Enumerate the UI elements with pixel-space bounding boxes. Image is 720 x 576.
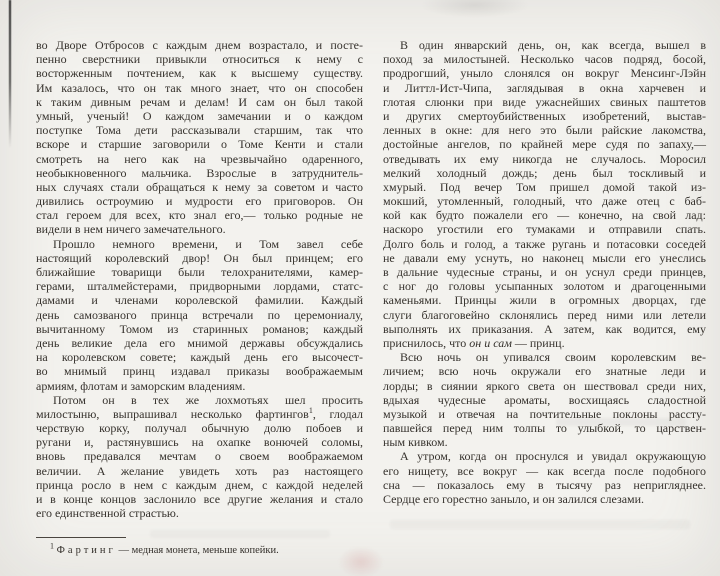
text-line: герами, шталмейстерами, придворными лордами, статс- bbox=[36, 279, 363, 294]
footnote-marker: 1 bbox=[308, 405, 313, 415]
text-line: лорды; в сиянии яркого света он шествовал среди них, bbox=[383, 378, 706, 393]
text-line: стал героем для всех, кто знал его,— только родные не bbox=[36, 208, 363, 223]
text-line: восторженным почтением, как к высшему существу. bbox=[36, 66, 363, 81]
text-line: Потом он в тех же лохмотьях шел просить bbox=[53, 392, 363, 407]
text-line: к таким дивным речам и делам! И сам он был такой bbox=[36, 94, 363, 109]
text-line: день самозваного принца встречали по церемониалу, bbox=[36, 307, 363, 322]
text-line: ленных в окне: для него это были райские лакомства, bbox=[383, 123, 706, 138]
text-line: Всю ночь он упивался своим королевским ве- bbox=[400, 350, 706, 365]
italic-text: он и сам bbox=[469, 335, 512, 350]
text-line: вдыхая чудесные ароматы, восхищаясь сладостной bbox=[383, 392, 706, 407]
scan-ghosting bbox=[390, 520, 690, 529]
text-line: во мнимый принц издавал приказы воображаемым bbox=[36, 364, 363, 379]
text-line: отведывать их ему никогда не случалось. Моросил bbox=[383, 151, 706, 166]
text-line: ругани и, растянувшись на охапке вонючей соломы, bbox=[36, 435, 363, 450]
text-line: $^1$ Фартинг — медная монета, меньше копейки. bbox=[50, 541, 279, 556]
right-text-column bbox=[383, 38, 706, 506]
footnote-separator bbox=[36, 537, 126, 538]
text-line: с ног до головы усыпанных золотом и драгоценными bbox=[383, 279, 706, 294]
text-line: Им казалось, что он так много знает, что он способен bbox=[36, 80, 363, 95]
text-line: дамами и членами королевской фамилии. Каждый bbox=[36, 293, 363, 308]
text-line: в дальние чудесные страны, и он уснул среди принцев, bbox=[383, 265, 706, 279]
text-line: ближайшие товарищи были телохранителями, камер- bbox=[36, 265, 363, 279]
text-line: музыкой и отвечая на почтительные поклоны рассту- bbox=[383, 406, 706, 421]
text-line: поступке Тома дети рассказывали старшим, так что bbox=[36, 123, 363, 138]
text-line: Долго боль и голод, а также ругань и потасовки соседей bbox=[383, 236, 706, 251]
text-line: и в конце концов заслонило все другие желания и стало bbox=[36, 492, 363, 506]
text-line: вновь предавался мечтам о своем воображаемом bbox=[36, 449, 363, 464]
text-line: на королевском совете; каждый день его высочест- bbox=[36, 350, 363, 365]
text-line: каменьями. Принцы жили в огромных дворцах, где bbox=[383, 293, 706, 308]
text-line: пенно сверстники привыкли относиться к нему с bbox=[36, 52, 363, 67]
text-line: необыкновенного мальчика. Взрослые в затруднитель- bbox=[36, 165, 363, 180]
footnote-marker: 1 bbox=[50, 541, 54, 551]
left-text-column bbox=[36, 38, 363, 520]
text-line: принца росло в нем с каждым днем, с каждой неделей bbox=[36, 477, 363, 492]
text-line: глотая слюнки при виде ужаснейших свиных паштетов bbox=[383, 94, 706, 109]
text-line: ных случаях стали обращаться к нему за советом и часто bbox=[36, 179, 363, 194]
text-line: величии. А желание увидеть хоть раз настоящего bbox=[36, 463, 363, 478]
text-line: В один январский день, он, как всегда, вышел в bbox=[400, 38, 706, 52]
text-line: во Дворе Отбросов с каждым днем возрастало, и посте- bbox=[36, 38, 363, 52]
text-line: продрогший, уныло слонялся он вокруг Менсинг-Лэйн bbox=[383, 66, 706, 81]
text-line: хмурый. Под вечер Том пришел домой такой из- bbox=[383, 179, 706, 194]
text-line: его единственной страстью. bbox=[36, 506, 179, 521]
text-line: ным кивком. bbox=[383, 435, 448, 450]
text-line: черствую корку, получал обычную долю побоев и bbox=[36, 421, 363, 436]
text-line: армиям, флотам и заморским владениям. bbox=[36, 378, 246, 393]
text-line: не давали ему уснуть, но наконец мысли его унеслись bbox=[383, 250, 706, 265]
text-line: сна — показалось ему в тысячу раз непригляднее. bbox=[383, 477, 706, 492]
text-line: приснилось, что он и сам — принц. bbox=[383, 335, 565, 350]
text-line: милостыню, выпрашивал несколько фартингов$^1$, глодал bbox=[36, 405, 363, 421]
text-line: настоящий королевский двор! Он был принцем; его bbox=[36, 250, 363, 265]
scan-smudge-top bbox=[420, 0, 530, 18]
text-line: и Литтл-Ист-Чипа, заглядывая в окна харчевен и bbox=[383, 80, 706, 95]
text-line: слуги благоговейно склонялись перед ними или летели bbox=[383, 307, 706, 322]
text-line: выполнять их приказания. А затем, как водится, ему bbox=[383, 321, 706, 336]
text-line: дивились остроумию и мудрости его приговоров. Он bbox=[36, 194, 363, 209]
scan-ghosting bbox=[556, 418, 686, 426]
text-line: личием; всю ночь окружали его знатные леди и bbox=[383, 364, 706, 379]
letterspaced-term: Фартинг bbox=[56, 545, 116, 556]
text-line: видели в нем ничего замечательного. bbox=[36, 222, 226, 237]
text-line: наскоро угостили его тумаками и отправили спать. bbox=[383, 222, 706, 237]
text-line: Прошло немного времени, и Том завел себе bbox=[53, 236, 363, 251]
text-line: вскоре и старшие заговорили о Томе Кенти и стали bbox=[36, 137, 363, 152]
scan-smudge-pink bbox=[338, 546, 384, 576]
text-line: мокший, утомленный, голодный, что даже отец с баб- bbox=[383, 194, 706, 209]
text-line: вычитанному Томом из старинных романов; каждый bbox=[36, 321, 363, 336]
text-line: А утром, когда он проснулся и увидал окружающую bbox=[400, 449, 706, 464]
text-line: Сердце его горестно заныло, и он залился слезами. bbox=[383, 492, 645, 506]
text-line: день великие дела его мнимой державы обсуждались bbox=[36, 335, 363, 350]
text-line: его нищету, все вокруг — как всегда после подобного bbox=[383, 463, 706, 478]
text-line: поход за милостыней. Несколько часов подряд, босой, bbox=[383, 52, 706, 67]
text-line: смотреть на него как на чрезвычайно одаренного, bbox=[36, 151, 363, 166]
footnote bbox=[36, 541, 363, 557]
scan-edge-shadow bbox=[9, 0, 11, 148]
text-line: кой как будто пожалели его — конечно, на свой лад: bbox=[383, 208, 706, 223]
text-line: достойные ангелов, по крайней мере судя по запаху,— bbox=[383, 137, 706, 152]
text-line: умный, ученый! О каждом замечании и о каждом bbox=[36, 108, 363, 123]
text-line: мелкий холодный дождь; день был тоскливый и bbox=[383, 165, 706, 180]
scan-ghosting bbox=[150, 530, 330, 538]
text-line: павшейся перед ним толпы то улыбкой, то царствен- bbox=[383, 421, 706, 436]
text-line: и других смертоубийственных изобретений, выстав- bbox=[383, 108, 706, 123]
